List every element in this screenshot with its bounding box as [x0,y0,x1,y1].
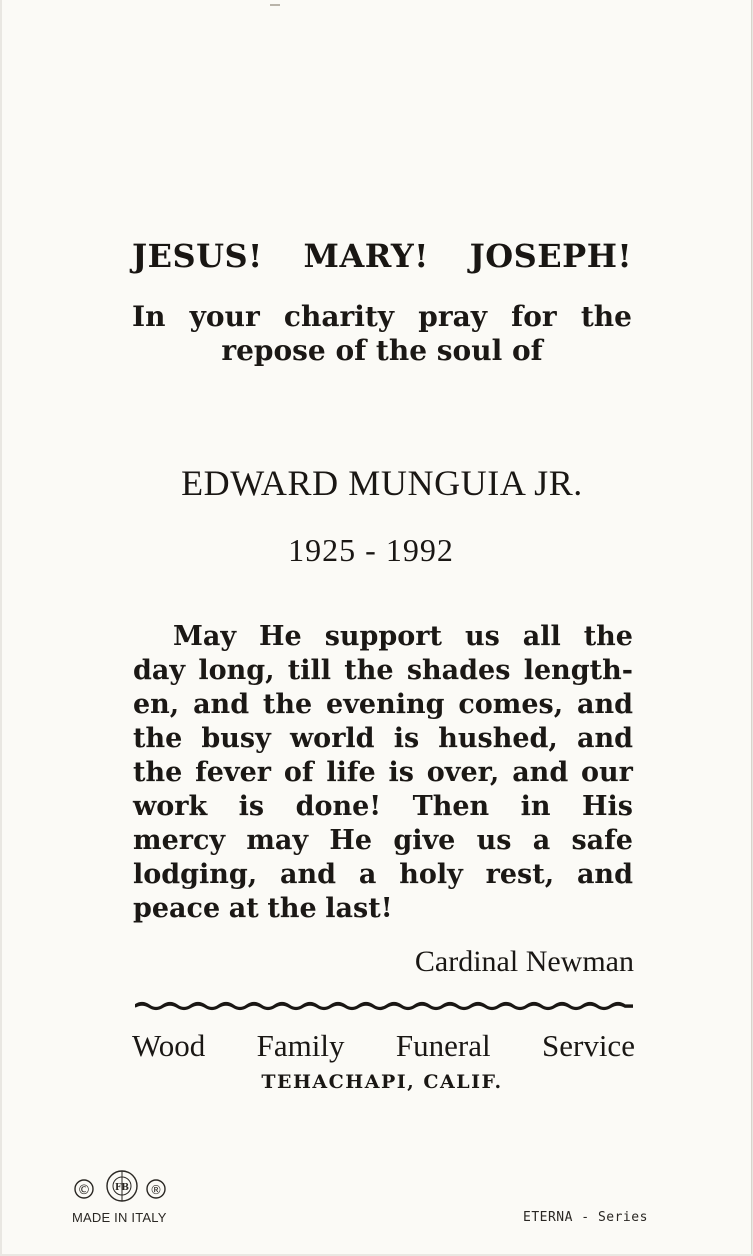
prayer-word: evening [326,689,445,720]
prayer-word: a [358,859,377,890]
prayer-word: and [512,757,569,788]
heading-word-jesus: JESUS! [132,237,263,275]
prayer-word: till [287,655,332,686]
prayer-word: long, [198,655,275,686]
prayer-word: may [246,825,309,856]
intro-text [132,300,632,368]
prayer-word: lodging, [133,859,258,890]
prayer-word: the [133,757,183,788]
prayer-card [2,0,752,1254]
prayer-line [133,824,633,858]
prayer-word: give [393,825,456,856]
prayer-word: and [193,689,250,720]
prayer-word: length- [523,655,633,686]
intro-word: your [189,300,260,333]
intro-word: for [511,300,557,333]
holy-family-heading [132,237,632,275]
prayer-word: His [581,791,633,822]
prayer-word: fever [195,757,272,788]
prayer-word: peace [133,893,221,924]
prayer-word: and [576,689,633,720]
print-mark [270,4,280,6]
prayer-word: last! [325,893,393,924]
prayer-word: the [583,621,633,652]
intro-word: In [132,300,166,333]
made-in-italy-label: MADE IN ITALY [72,1210,167,1225]
prayer-word: done! [295,791,382,822]
prayer-line [133,620,633,654]
prayer-text [133,620,633,926]
intro-word: charity [283,300,395,333]
prayer-word: He [259,621,302,652]
prayer-word: the [344,655,394,686]
prayer-line [133,892,633,926]
funeral-home-name [132,1028,635,1064]
prayer-word: our [581,757,633,788]
prayer-word: is [393,723,420,754]
prayer-word: mercy [133,825,226,856]
prayer-word: busy [201,723,271,754]
prayer-word: and [576,859,633,890]
prayer-line [133,756,633,790]
prayer-word: of [283,757,314,788]
intro-word: pray [418,300,487,333]
prayer-word: day [133,655,186,686]
prayer-word: is [388,757,414,788]
prayer-word: us [464,621,500,652]
funeral-home-word: Service [542,1028,635,1063]
prayer-word: the [133,723,183,754]
prayer-word: holy [399,859,463,890]
prayer-word: world [289,723,375,754]
funeral-home-word: Funeral [395,1028,491,1063]
prayer-word: shades [406,655,511,686]
series-label: ETERNA - Series [523,1210,648,1225]
prayer-line [133,858,633,892]
prayer-word: rest, [485,859,555,890]
prayer-word: life [326,757,376,788]
prayer-word: hushed, [438,723,558,754]
prayer-word: at [228,893,259,924]
intro-line-2: repose of the soul of [221,334,543,367]
heading-word-mary: MARY! [303,237,429,275]
prayer-word: the [262,689,313,720]
prayer-word: a [532,825,551,856]
prayer-word: safe [571,825,633,856]
funeral-home-location: TEHACHAPI, CALIF. [261,1071,503,1093]
prayer-word: May [173,621,237,652]
prayer-word: work [133,791,208,822]
heading-word-joseph: JOSEPH! [469,237,632,275]
prayer-word: en, [133,689,180,720]
publisher-monogram: FB [115,1183,129,1193]
prayer-word: support [324,621,442,652]
funeral-home-word: Family [256,1028,345,1063]
funeral-home-word: Wood [132,1028,206,1063]
intro-line-1 [132,300,632,334]
intro-word: the [580,300,632,333]
prayer-line [133,654,633,688]
prayer-attribution: Cardinal Newman [414,945,634,978]
registered-symbol: ® [150,1183,162,1197]
prayer-word: in [520,791,551,822]
prayer-line [133,688,633,722]
prayer-line [133,722,633,756]
prayer-word: is [238,791,265,822]
prayer-word: the [267,893,317,924]
prayer-word: and [576,723,633,754]
prayer-word: He [329,825,373,856]
prayer-word: all [522,621,561,652]
publisher-logo [72,1165,172,1203]
deceased-years: 1925 - 1992 [288,532,454,568]
copyright-symbol: © [77,1183,91,1198]
prayer-line [133,790,633,824]
prayer-word: comes, [458,689,564,720]
prayer-word: Then [412,791,490,822]
prayer-word: over, [426,757,500,788]
deceased-name: EDWARD MUNGUIA JR. [181,463,583,503]
prayer-word: us [476,825,512,856]
prayer-word: and [280,859,337,890]
wavy-divider [135,1000,633,1012]
